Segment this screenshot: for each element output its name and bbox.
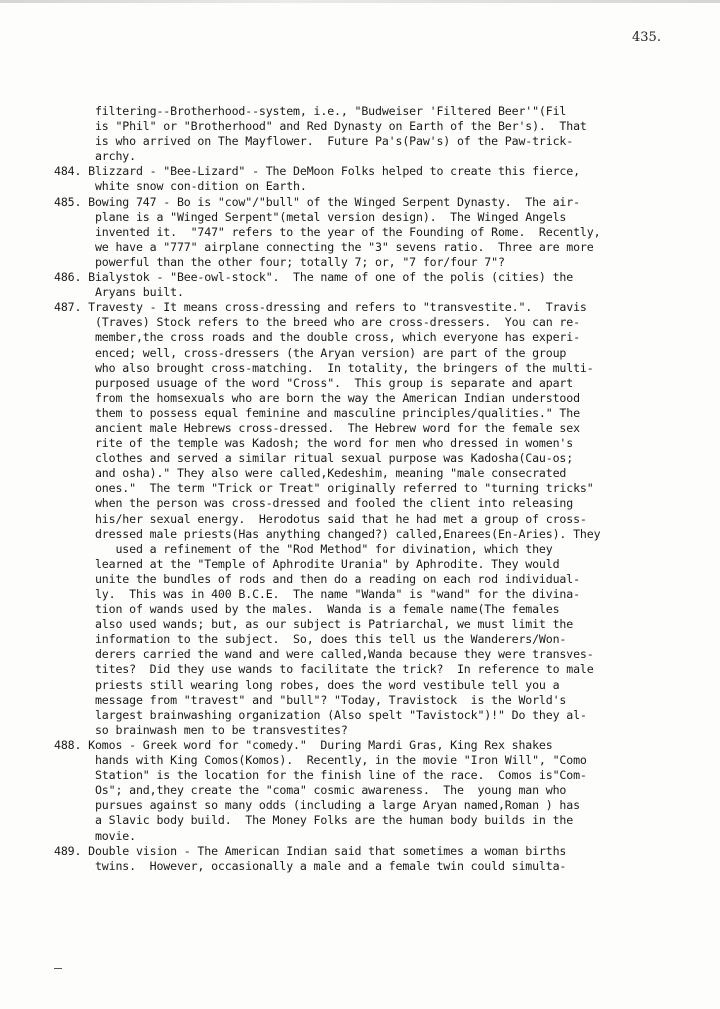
text-line: pursues against so many odds (including a large Aryan named,Roman ) has — [54, 798, 580, 813]
text-line: who also brought cross-matching. In totality, the bringers of the multi- — [54, 360, 594, 375]
text-line: ancient male Hebrews cross-dressed. The Hebrew word for the female sex — [54, 420, 580, 435]
text-line: Aryans built. — [54, 285, 184, 300]
text-line: movie. — [54, 828, 136, 843]
text-line: derers carried the wand and were called,Wanda because they were transves- — [54, 647, 594, 662]
entry-487: 487. Travesty - It means cross-dressing and refers to "transvestite.". Travis — [54, 300, 587, 315]
text-line: clothes and served a similar ritual sexual purpose was Kadosha(Cau-os; — [54, 451, 574, 466]
entry-485: 485. Bowing 747 - Bo is "cow"/"bull" of the Winged Serpent Dynasty. The air- — [54, 194, 580, 209]
entry-486: 486. Bialystok - "Bee-owl-stock". The name of one of the polis (cities) the — [54, 270, 574, 285]
text-line: rite of the temple was Kadosh; the word for men who dressed in women's — [54, 436, 574, 451]
entry-488: 488. Komos - Greek word for "comedy." During Mardi Gras, King Rex shakes — [54, 737, 553, 752]
scan-edge — [0, 0, 720, 3]
text-line: twins. However, occasionally a male and a female twin could simulta- — [54, 858, 567, 873]
text-line: we have a "777" airplane connecting the "3" sevens ratio. Three are more — [54, 239, 594, 254]
text-line: message from "travest" and "bull"? "Today, Travistock is the World's — [54, 692, 567, 707]
text-line: used a refinement of the "Rod Method" for divination, which they — [54, 541, 553, 556]
text-line: Os"; and,they create the "coma" cosmic awareness. The young man who — [54, 783, 567, 798]
text-line: from the homsexuals who are born the way the American Indian understood — [54, 390, 580, 405]
text-line: member,the cross roads and the double cross, which everyone has experi- — [54, 330, 580, 345]
text-line: his/her sexual energy. Herodotus said that he had met a group of cross- — [54, 511, 587, 526]
page-number: 435. — [632, 30, 661, 45]
scan-mark — [54, 968, 62, 969]
text-line: powerful than the other four; totally 7; or, "7 for/four 7"? — [54, 254, 505, 269]
text-line: ones." The term "Trick or Treat" originally referred to "turning tricks" — [54, 481, 594, 496]
text-line: priests still wearing long robes, does the word vestibule tell you a — [54, 677, 560, 692]
text-line: purposed usuage of the word "Cross". This group is separate and apart — [54, 375, 574, 390]
text-line: invented it. "747" refers to the year of the Founding of Rome. Recently, — [54, 224, 601, 239]
text-line: learned at the "Temple of Aphrodite Urania" by Aphrodite. They would — [54, 556, 560, 571]
text-line: hands with King Comos(Komos). Recently, in the movie "Iron Will", "Como — [54, 753, 587, 768]
entry-489: 489. Double vision - The American Indian said that sometimes a woman births — [54, 843, 567, 858]
entry-484: 484. Blizzard - "Bee-Lizard" - The DeMoon Folks helped to create this fierce, — [54, 164, 580, 179]
text-line: a Slavic body build. The Money Folks are the human body builds in the — [54, 813, 574, 828]
text-line: tites? Did they use wands to facilitate the trick? In reference to male — [54, 662, 594, 677]
text-line: also used wands; but, as our subject is Patriarchal, we must limit the — [54, 617, 574, 632]
text-line: enced; well, cross-dressers (the Aryan version) are part of the group — [54, 345, 567, 360]
text-line: archy. — [54, 149, 136, 164]
text-line: unite the bundles of rods and then do a reading on each rod individual- — [54, 571, 580, 586]
text-line: largest brainwashing organization (Also spelt "Tavistock")!" Do they al- — [54, 707, 587, 722]
text-line: dressed male priests(Has anything changed?) called,Enarees(En-Aries). They — [54, 526, 601, 541]
body-text — [54, 104, 664, 874]
text-line: filtering--Brotherhood--system, i.e., "Budweiser 'Filtered Beer'"(Fil — [54, 104, 567, 118]
text-line: them to possess equal feminine and masculine principles/qualities." The — [54, 405, 580, 420]
text-line: information to the subject. So, does this tell us the Wanderers/Won- — [54, 632, 567, 647]
text-line: and osha)." They also were called,Kedeshim, meaning "male consecrated — [54, 466, 567, 481]
text-line: is who arrived on The Mayflower. Future Pa's(Paw's) of the Paw-trick- — [54, 134, 574, 149]
text-line: is "Phil" or "Brotherhood" and Red Dynasty on Earth of the Ber's). That — [54, 119, 587, 134]
text-line: ly. This was in 400 B.C.E. The name "Wanda" is "wand" for the divina- — [54, 587, 580, 601]
text-line: (Traves) Stock refers to the breed who are cross-dressers. You can re- — [54, 315, 580, 330]
text-line: Station" is the location for the finish line of the race. Comos is"Com- — [54, 768, 587, 783]
text-line: when the person was cross-dressed and fooled the client into releasing — [54, 496, 574, 511]
text-line: plane is a "Winged Serpent"(metal version design). The Winged Angels — [54, 209, 567, 224]
text-line: so brainwash men to be transvestites? — [54, 722, 348, 737]
text-line: tion of wands used by the males. Wanda is a female name(The females — [54, 602, 560, 617]
text-line: white snow con-dition on Earth. — [54, 179, 307, 194]
